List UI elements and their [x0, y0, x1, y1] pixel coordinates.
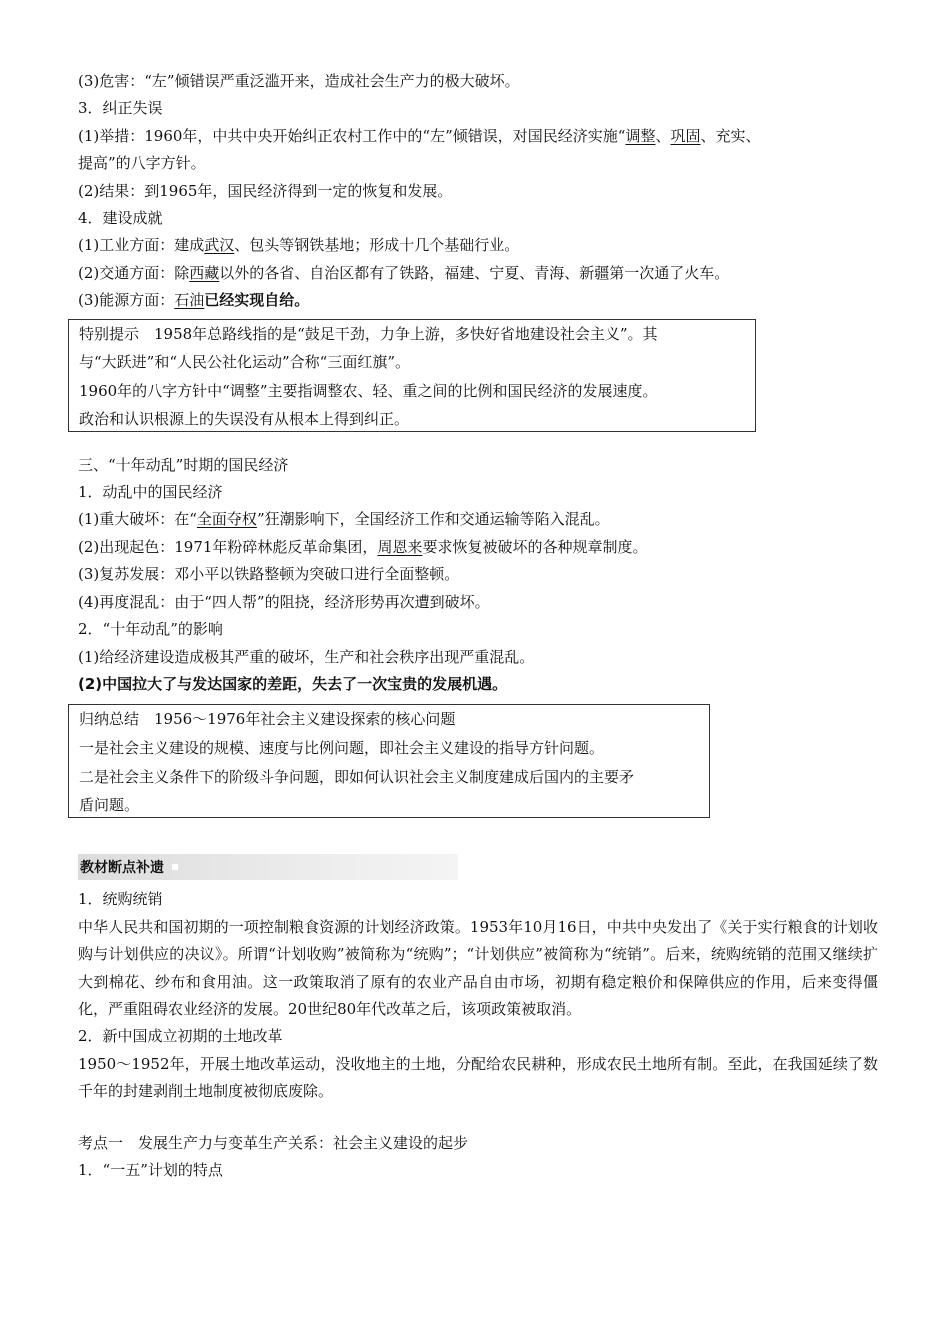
heading-correct-mistakes: 3．纠正失误	[78, 99, 163, 118]
industry-text-end: 、包头等钢铁基地；形成十几个基础行业。	[234, 236, 520, 255]
blank-consolidate: 巩固	[670, 126, 701, 145]
summary-line-2: 一是社会主义建设的规模、速度与比例问题，即社会主义建设的指导方针问题。	[79, 738, 605, 757]
industry-text: (1)工业方面：建成	[78, 236, 205, 255]
special-tip-box	[68, 319, 756, 432]
blank-tibet: 西藏	[189, 263, 220, 282]
turmoil-p4: (4)再度混乱：由于“四人帮”的阻挠，经济形势再次遭到破坏。	[78, 592, 490, 611]
energy-text-end: 已经实现自给。	[204, 291, 310, 310]
traffic-text: (2)交通方面：除	[78, 263, 190, 282]
turmoil-p2-text: (2)出现起色：1971年粉碎林彪反革命集团，	[78, 537, 378, 556]
heading-achievements: 4．建设成就	[78, 209, 163, 228]
harm-line: (3)危害：“左”倾错误严重泛滥开来，造成社会生产力的极大破坏。	[78, 72, 520, 90]
measure-line-cont: 提高”的八字方针。	[78, 154, 206, 173]
industry-line	[78, 232, 878, 259]
blank-zhou-enlai: 周恩来	[377, 537, 423, 556]
measure-text-end: 、充实、	[700, 126, 761, 145]
land-reform-paragraph: 1950～1952年，开展土地改革运动，没收地主的土地，分配给农民耕种，形成农民土地所有制。至此，在我国延续了数千年的封建剥削土地制度被彻底废除。	[78, 1054, 878, 1101]
energy-text: (3)能源方面：	[78, 291, 175, 310]
turmoil-p2-text-end: 要求恢复被破坏的各种规章制度。	[422, 537, 648, 556]
heading-land-reform: 2．新中国成立初期的土地改革	[78, 1027, 283, 1046]
measure-line	[78, 123, 878, 150]
summary-line-3: 二是社会主义条件下的阶级斗争问题，即如何认识社会主义制度建成后国内的主要矛	[79, 767, 635, 786]
supplement-title: 教材断点补遗	[80, 860, 164, 877]
result-line: (2)结果：到1965年，国民经济得到一定的恢复和发展。	[78, 181, 453, 200]
kaodian-title: 考点一 发展生产力与变革生产关系：社会主义建设的起步	[78, 1133, 469, 1152]
measure-text: (1)举措：1960年，中共中央开始纠正农村工作中的“左”倾错误，对国民经济实施“	[78, 126, 626, 145]
turmoil-p1-text-end: ”狂潮影响下，全国经济工作和交通运输等陷入混乱。	[256, 510, 610, 529]
turmoil-p1-text: (1)重大破坏：在“	[78, 510, 197, 529]
tip-line-4: 政治和认识根源上的失误没有从根本上得到纠正。	[79, 410, 410, 429]
blank-adjust: 调整	[625, 126, 656, 145]
section-title-decade: 三、“十年动乱”时期的国民经济	[78, 455, 289, 474]
traffic-line	[78, 260, 878, 287]
blank-seize-power: 全面夺权	[196, 510, 257, 529]
measure-separator: 、	[655, 126, 671, 145]
blank-wuhan: 武汉	[204, 236, 235, 255]
summary-line-1: 归纳总结 1956～1976年社会主义建设探索的核心问题	[79, 710, 456, 729]
bar-square-icon	[172, 864, 178, 870]
heading-unified-purchase: 1．统购统销	[78, 890, 163, 909]
supplement-section-bar	[78, 854, 458, 880]
energy-line	[78, 287, 878, 314]
turmoil-p1	[78, 506, 878, 533]
summary-box	[68, 704, 710, 818]
heading-five-year-plan: 1．“一五”计划的特点	[78, 1160, 223, 1179]
impact-2: (2)中国拉大了与发达国家的差距，失去了一次宝贵的发展机遇。	[78, 674, 508, 693]
turmoil-p3: (3)复苏发展：邓小平以铁路整顿为突破口进行全面整顿。	[78, 565, 460, 584]
heading-decade-impact: 2．“十年动乱”的影响	[78, 620, 223, 639]
tip-line-1: 特别提示 1958年总路线指的是“鼓足干劲，力争上游，多快好省地建设社会主义”。其	[79, 324, 658, 343]
tip-line-2: 与“大跃进”和“人民公社化运动”合称“三面红旗”。	[79, 353, 411, 372]
traffic-text-end: 以外的各省、自治区都有了铁路，福建、宁夏、青海、新疆第一次通了火车。	[219, 263, 730, 282]
impact-1: (1)给经济建设造成极其严重的破坏，生产和社会秩序出现严重混乱。	[78, 647, 535, 666]
summary-line-4: 盾问题。	[79, 796, 140, 815]
blank-oil: 石油	[174, 291, 205, 310]
heading-economy-in-turmoil: 1．动乱中的国民经济	[78, 483, 223, 502]
unified-purchase-paragraph: 中华人民共和国初期的一项控制粮食资源的计划经济政策。1953年10月16日，中共中央发出了《关于实行粮食的计划收购与计划供应的决议》。所谓“计划收购”被简称为“统购”；“计划供应”被简称为“统销”。后来，统购统销的范围又继续扩大到棉花、纱布和食用油。这一政策取消了原有的农业产品自由市场，初期有稳定粮价和保障供应的作用，后来变得僵化，严重阻碍农业经济的发展。20世纪80年代改革之后，该项政策被取消。	[78, 917, 878, 1018]
document-page	[78, 68, 878, 1184]
turmoil-p2	[78, 534, 878, 561]
tip-line-3: 1960年的八字方针中“调整”主要指调整农、轻、重之间的比例和国民经济的发展速度。	[79, 381, 658, 400]
